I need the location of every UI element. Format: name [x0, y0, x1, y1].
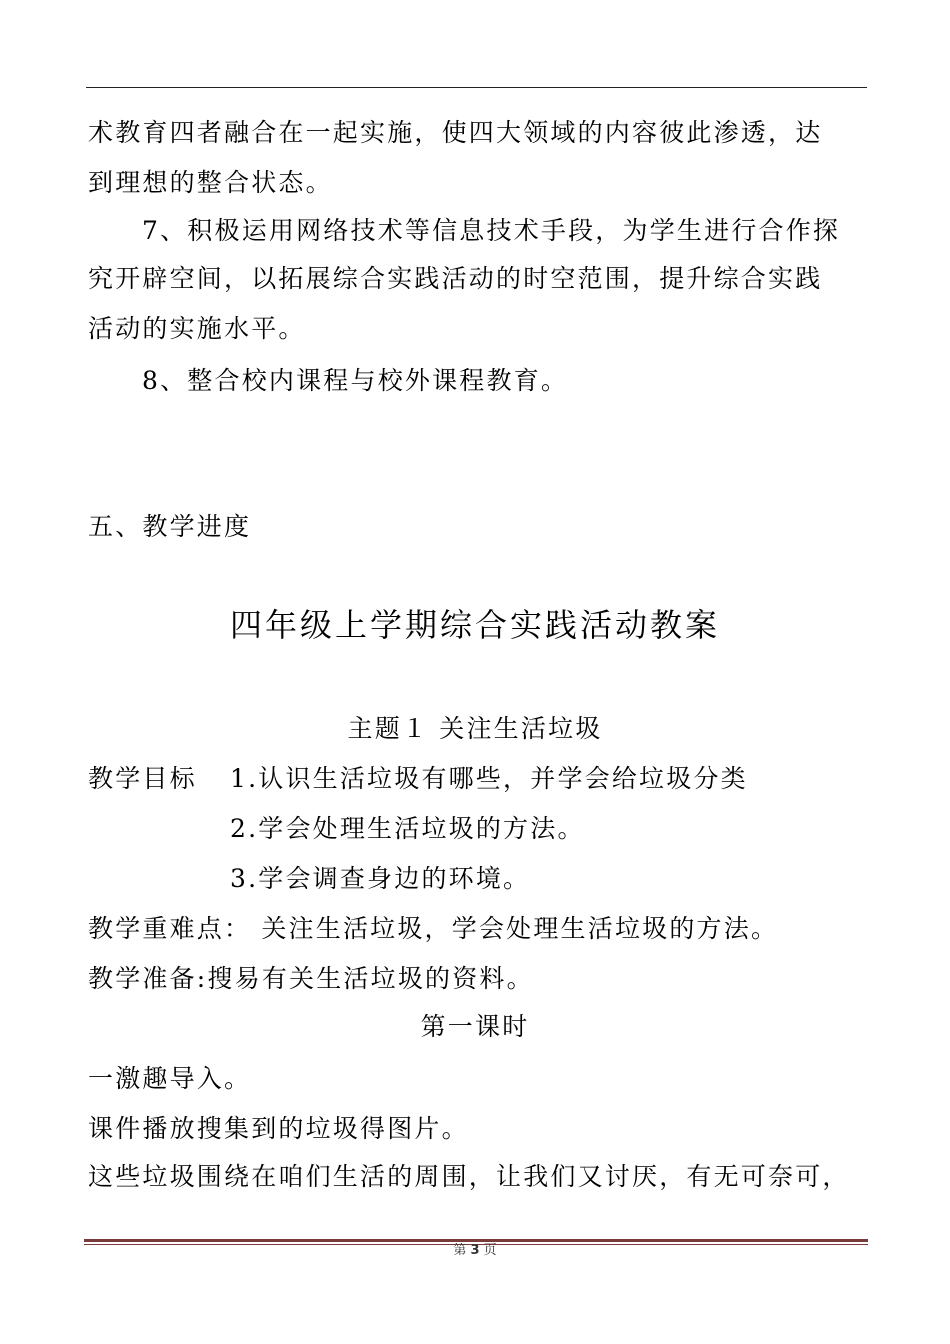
- header-rule: [86, 87, 867, 88]
- document-title: 四年级上学期综合实践活动教案: [229, 606, 720, 644]
- paragraph-line: 究开辟空间，以拓展综合实践活动的时空范围，提升综合实践: [88, 264, 823, 293]
- page-number: [0, 1243, 950, 1259]
- list-item-8: 8、整合校内课程与校外课程教育。: [142, 366, 569, 395]
- objectives-label: 教学目标: [88, 764, 197, 793]
- paragraph-line: 这些垃圾围绕在咱们生活的周围，让我们又讨厌，有无可奈可，: [88, 1162, 850, 1191]
- list-item-7: 7、积极运用网络技术等信息技术手段，为学生进行合作探: [142, 216, 841, 245]
- paragraph-line: 活动的实施水平。: [88, 314, 306, 343]
- paragraph-line: 课件播放搜集到的垃圾得图片。: [88, 1114, 469, 1143]
- lesson-title: 第一课时: [420, 1012, 530, 1041]
- paragraph-line: 到理想的整合状态。: [88, 168, 333, 197]
- page-prefix: 第: [453, 1243, 467, 1258]
- page-suffix: 页: [483, 1243, 497, 1258]
- footer-rule: [84, 1239, 868, 1242]
- step-heading: 一激趣导入。: [88, 1064, 252, 1093]
- preparation: 教学准备:搜易有关生活垃圾的资料。: [88, 964, 534, 993]
- paragraph-line: 术教育四者融合在一起实施，使四大领域的内容彼此渗透，达: [88, 118, 823, 147]
- objective-item: 1.认识生活垃圾有哪些，并学会给垃圾分类: [230, 764, 748, 793]
- key-points: 教学重难点： 关注生活垃圾，学会处理生活垃圾的方法。: [88, 914, 779, 943]
- topic-heading: 主题１ 关注生活垃圾: [347, 714, 603, 743]
- section-heading: 五、教学进度: [88, 512, 252, 541]
- objective-item: 2.学会处理生活垃圾的方法。: [230, 814, 585, 843]
- page-number-value: 3: [470, 1243, 480, 1258]
- objective-item: 3.学会调查身边的环境。: [230, 864, 531, 893]
